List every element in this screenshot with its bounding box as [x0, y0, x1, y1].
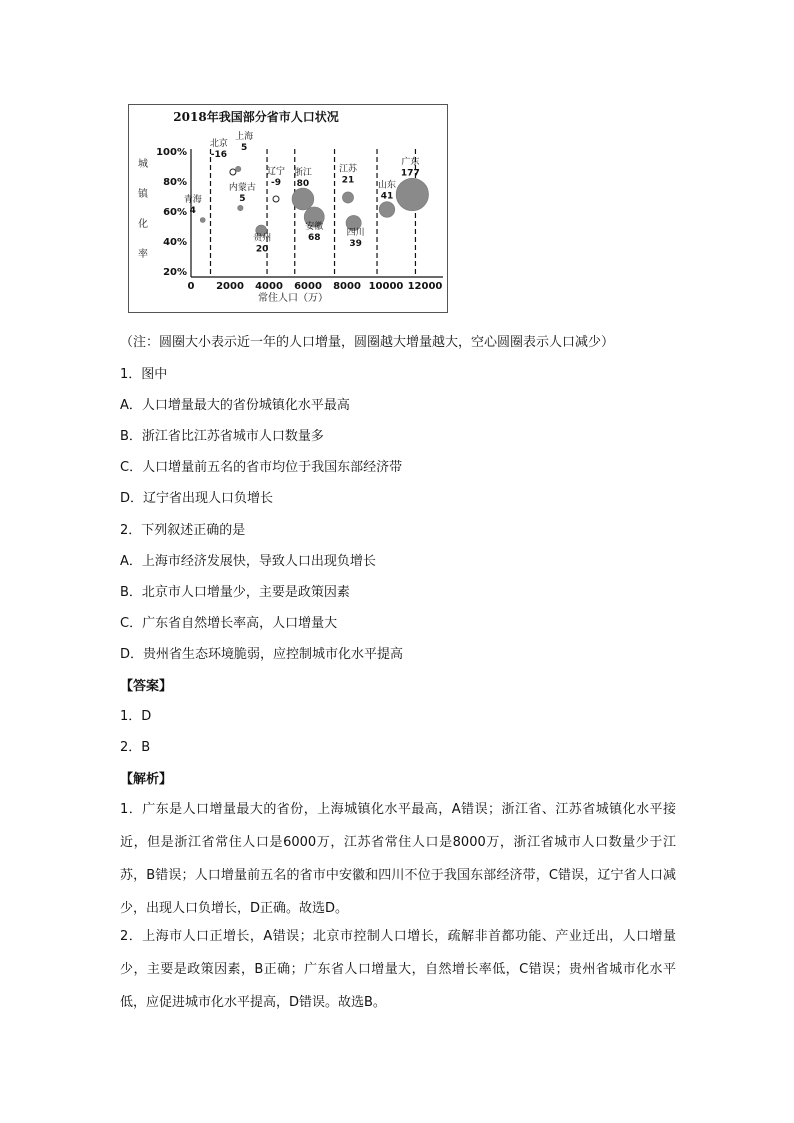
y-tick-label: 20%	[163, 267, 187, 278]
bubble-value-label: 80	[296, 179, 310, 189]
bubble-辽宁	[273, 196, 279, 202]
analysis-2: 2．上海市人口正增长，A错误；北京市控制人口增长，疏解非首都功能、产业迁出，人口增量少，主要是政策因素，B正确；广东省人口增量大，自然增长率低，C错误；贵州省城市化水平低，应促进城市化水平提高，D错误。故选B。	[120, 929, 676, 1010]
bubble-value-label: 21	[341, 175, 355, 186]
analysis-tag: 【解析】	[120, 772, 173, 787]
q1-option-d: D．辽宁省出现人口负增长	[120, 491, 274, 506]
bubble-山东	[379, 202, 395, 218]
answer-1: 1．D	[120, 709, 152, 724]
analysis-1: 1．广东是人口增量最大的省份，上海城镇化水平最高，A错误；浙江省、江苏省城镇化水平接近，但是浙江省常住人口是6000万，江苏省常住人口是8000万，浙江省城市人口数量少于江苏，B错误；人口增量前五名的省市中安徽和四川不位于我国东部经济带，C错误，辽宁省人口减少，出现人口负增长，D正确。故选D。	[120, 802, 676, 916]
bubble-name-label: 贵州	[253, 233, 272, 244]
bubble-上海	[235, 166, 240, 171]
x-tick-label: 0	[187, 281, 195, 292]
bubble-value-label: 20	[255, 244, 269, 255]
answer-tag: 【答案】	[120, 679, 173, 694]
bubble-name-label: 北京	[209, 139, 228, 149]
bubble-name-label: 浙江	[293, 168, 312, 178]
y-axis-label-char: 城	[138, 159, 148, 170]
q2-option-a: A．上海市经济发展快，导致人口出现负增长	[120, 554, 376, 569]
x-tick-label: 2000	[216, 281, 244, 292]
y-axis-label-char: 镇	[138, 189, 148, 200]
bubble-青海	[200, 218, 205, 223]
bubble-浙江	[292, 188, 314, 210]
population-chart	[128, 104, 448, 313]
bubble-value-label: 41	[380, 191, 394, 202]
bubble-value-label: 68	[307, 233, 321, 243]
q1-option-a: A．人口增量最大的省份城镇化水平最高	[120, 398, 350, 413]
bubble-北京	[230, 169, 236, 175]
bubble-value-label: -9	[271, 178, 282, 188]
bubble-value-label: 5	[239, 194, 246, 204]
bubble-value-label: 5	[241, 143, 248, 153]
x-tick-label: 10000	[368, 281, 404, 292]
bubble-value-label: -16	[210, 150, 228, 160]
y-axis-label-char: 率	[138, 249, 148, 260]
bubble-name-label: 内蒙古	[228, 183, 256, 193]
bubble-name-label: 上海	[235, 132, 254, 142]
y-tick-label: 100%	[156, 147, 187, 158]
q1-option-c: C．人口增量前五名的省市均位于我国东部经济带	[120, 460, 403, 475]
bubble-name-label: 广东	[401, 157, 420, 168]
q1-option-b: B．浙江省比江苏省城市人口数量多	[120, 429, 324, 444]
q1-stem: 1．图中	[120, 367, 168, 382]
chart-svg	[129, 105, 447, 312]
x-tick-label: 8000	[333, 281, 361, 292]
x-axis-label: 常住人口（万）	[258, 293, 328, 304]
bubble-value-label: 4	[189, 206, 196, 216]
y-tick-label: 40%	[163, 237, 187, 248]
bubble-name-label: 青海	[183, 195, 202, 205]
y-tick-label: 80%	[163, 177, 187, 188]
q2-option-b: B．北京市人口增量少，主要是政策因素	[120, 585, 350, 600]
bubble-name-label: 安徽	[305, 222, 324, 232]
y-tick-labels	[156, 147, 187, 278]
bubble-广东	[396, 178, 428, 210]
bubble-江苏	[342, 192, 353, 203]
bubble-name-label: 山东	[377, 180, 396, 191]
bubble-name-label: 辽宁	[267, 167, 286, 177]
q2-stem: 2．下列叙述正确的是	[120, 523, 246, 538]
bubble-name-label: 江苏	[338, 164, 357, 175]
y-axis-label	[138, 157, 149, 260]
q2-option-d: D．贵州省生态环境脆弱，应控制城市化水平提高	[120, 647, 404, 662]
bubble-value-label: 39	[349, 239, 362, 249]
x-tick-label: 6000	[294, 281, 322, 292]
chart-note: （注：圆圈大小表示近一年的人口增量，圆圈越大增量越大，空心圆圈表示人口减少）	[120, 335, 615, 350]
x-tick-labels	[188, 281, 443, 292]
bubble-内蒙古	[238, 205, 243, 210]
chart-title: 2018年我国部分省市人口状况	[173, 110, 339, 124]
x-tick-label: 12000	[407, 281, 443, 292]
y-tick-label: 60%	[163, 207, 187, 218]
q2-option-c: C．广东省自然增长率高，人口增量大	[120, 616, 338, 631]
x-tick-label: 4000	[255, 281, 283, 292]
bubble-name-label: 四川	[346, 228, 365, 238]
data-points	[184, 130, 429, 255]
answer-2: 2．B	[120, 740, 151, 755]
bubble-value-label: 177	[400, 168, 420, 179]
y-axis-label-char: 化	[138, 219, 148, 230]
